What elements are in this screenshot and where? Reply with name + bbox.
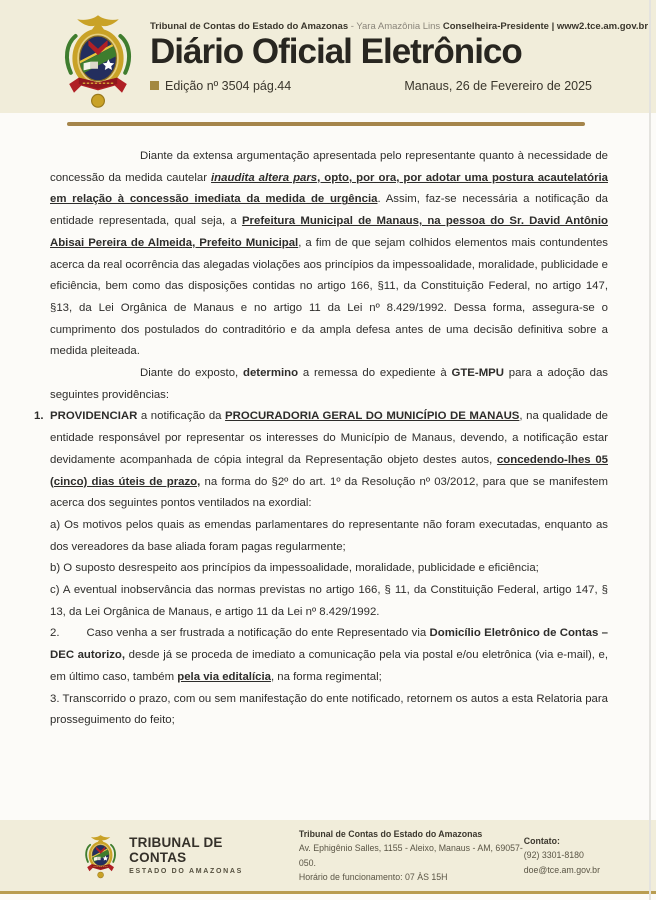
org-line — [150, 21, 648, 32]
org-name-text: Tribunal de Contas do Estado do Amazonas — [150, 21, 349, 32]
header-rule-divider — [67, 122, 585, 126]
paragraph-2: Diante do exposto, determino a remessa do expediente à GTE-MPU para a adoção das seguintes providências: — [50, 367, 608, 401]
dateline: Manaus, 26 de Fevereiro de 2025 — [404, 78, 592, 93]
list-item-2 — [50, 623, 608, 688]
edition-bullet-icon — [150, 81, 159, 90]
footer-org-name: Tribunal de Contas do Estado do Amazonas — [298, 829, 483, 840]
sub-item-c: c) A eventual inobservância das normas previstas no artigo 166, § 11, da Constituição Federal, artigo 147, § 13, da Lei Orgânica de Manaus, e artigo 11 da Lei nº 8.429/1992. — [50, 584, 608, 618]
list-item-1-text: PROVIDENCIAR a notificação da PROCURADORIA GERAL DO MUNICÍPIO DE MANAUS, na qualidade de entidade responsável por representar os interesses do Município de Manaus, devendo, a notificação estar devidamente acompanhada de cópia integral da Representação objeto destes autos, concedendo-lhes 05 (cinco) dias úteis de prazo, na forma do §2º do art. 1º da Resolução nº 03/2012, para que se manifestem acerca dos seguintes pontos ventilados na exordial: — [50, 410, 608, 510]
document-body — [34, 146, 609, 732]
footer-logo-text — [129, 836, 273, 875]
list-item-3: 3. Transcorrido o prazo, com ou sem manifestação do ente notificado, retornem os autos a esta Relatoria para prosseguimento do feito; — [50, 692, 608, 727]
list-item-2-number: 2. — [50, 627, 60, 640]
sub-item-a: a) Os motivos pelos quais as emendas parlamentares do representante não foram executadas, enquanto as dos vereadores da base aliada foram pagas regularmente; — [50, 518, 608, 553]
footer-logo — [82, 831, 273, 881]
president-name-text: - Yara Amazônia Lins — [348, 21, 443, 32]
header — [0, 0, 656, 113]
president-title-url-text: Conselheira-Presidente | www2.tce.am.gov.br — [442, 21, 649, 32]
footer-logo-subtitle: ESTADO DO AMAZONAS — [129, 867, 243, 875]
list-item-1-number: 1. — [34, 410, 44, 423]
edition-label: Edição nº 3504 pág.44 — [165, 78, 292, 93]
footer-logo-name: TRIBUNAL DE CONTAS — [129, 835, 223, 865]
footer-address-block — [299, 827, 524, 883]
footer-address: Av. Ephigênio Salles, 1155 - Aleixo, Manaus - AM, 69057-050. — [298, 843, 523, 868]
edition-block — [150, 79, 291, 93]
header-text-block — [150, 21, 648, 93]
paragraph-1: Diante da extensa argumentação apresentada pelo representante quanto à necessidade de concessão da medida cautelar inaudita altera pars, opto, por ora, por adotar uma postura acautelatória em relação à concessão imediata da medida de urgência. Assim, faz-se necessária a notificação da entidade representada, qual seja, a Prefeitura Municipal de Manaus, na pessoa do Sr. David Antônio Abisai Pereira de Almeida, Prefeito Municipal, a fim de que sejam colhidos elementos mais contundentes acerca da real ocorrência das alegadas violações aos princípios da impessoalidade, moralidade, publicidade e eficiência, bem como das disposições contidas no artigo 166, §11, da Constituição Federal, no artigo 147, §13, da Lei Orgânica de Manaus e no artigo 11 da Lei nº 8.429/1992. Dessa forma, assegura-se o cumprimento dos postulados do contraditório e da ampla defesa antes de uma decisão definitiva sobre a medida pleiteada. — [50, 150, 609, 358]
footer-email: doe@tce.am.gov.br — [523, 864, 600, 875]
coat-of-arms-icon — [58, 10, 138, 110]
footer-contact-label: Contato: — [523, 836, 560, 847]
footer-phone: (92) 3301-8180 — [523, 850, 584, 861]
page-title: Diário Oficial Eletrônico — [150, 32, 522, 71]
footer — [0, 820, 656, 894]
list-item-1 — [34, 406, 608, 515]
sub-item-b: b) O suposto desrespeito aos princípios da impessoalidade, moralidade, publicidade e eficiência; — [50, 562, 539, 575]
footer-hours: Horário de funcionamento: 07 ÀS 15H — [298, 871, 448, 882]
list-item-2-text: Caso venha a ser frustrada a notificação do ente Representado via Domicílio Eletrônico de Contas – DEC autorizo, desde já se proceda de imediato a comunicação pela via postal e/ou eletrônica (via e-mail), e, em último caso, também pela via editalícia, na forma regimental; — [50, 627, 608, 683]
footer-coat-of-arms-icon — [82, 831, 119, 881]
photo-edge-artifact — [649, 0, 651, 900]
footer-contact-block — [524, 834, 600, 876]
edition-row — [150, 79, 592, 93]
